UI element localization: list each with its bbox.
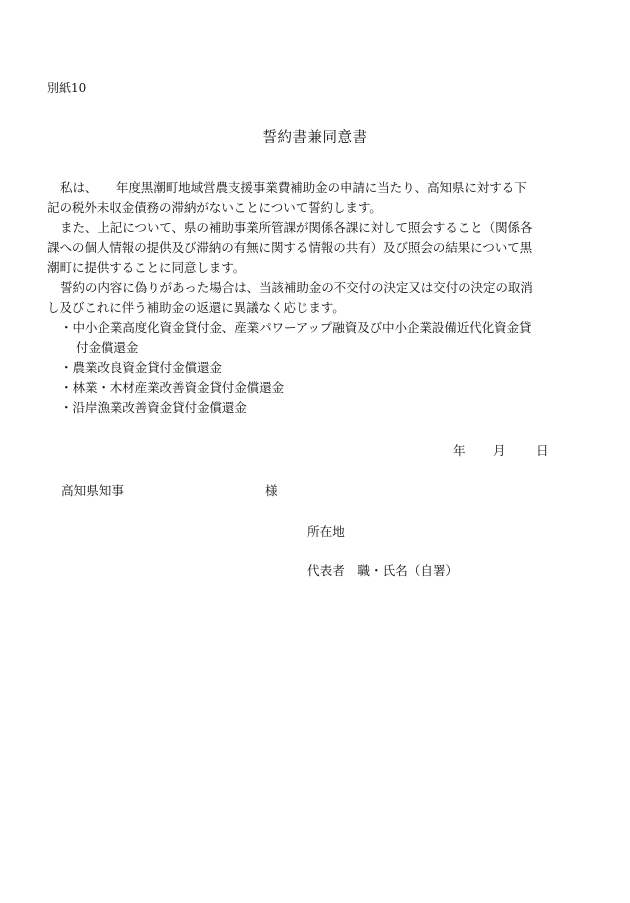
- address-label: 所在地: [307, 524, 345, 539]
- paragraph-1-line-2: 記の税外未収金債務の滞納がないことについて誓約します。: [47, 200, 382, 215]
- document-title: 誓約書兼同意書: [262, 130, 368, 146]
- honorific: 様: [265, 483, 278, 498]
- paragraph-3-line-1: 誓約の内容に偽りがあった場合は、当該補助金の不交付の決定又は交付の決定の取消: [60, 280, 533, 295]
- date-year-label: 年: [453, 443, 466, 458]
- bullet-item-1-continuation: 付金償還金: [76, 340, 139, 355]
- paragraph-2-line-1: また、上記について、県の補助事業所管課が関係各課に対して照会すること（関係各: [60, 220, 533, 235]
- attachment-label: 別紙10: [47, 81, 87, 95]
- paragraph-2-line-2: 課への個人情報の提供及び滞納の有無に関する情報の共有）及び照会の結果について黒: [47, 240, 533, 255]
- paragraph-1-line-1: 私は、 年度黒潮町地域営農支援事業費補助金の申請に当たり、高知県に対する下: [60, 180, 527, 195]
- addressee: 高知県知事: [61, 483, 124, 498]
- date-month-label: 月: [493, 443, 506, 458]
- date-day-label: 日: [536, 443, 549, 458]
- bullet-item-1: ・中小企業高度化資金貸付金、産業パワーアップ融資及び中小企業設備近代化資金貸: [60, 320, 532, 335]
- bullet-item-4: ・沿岸漁業改善資金貸付金償還金: [60, 400, 247, 415]
- bullet-item-2: ・農業改良資金貸付金償還金: [60, 360, 222, 375]
- paragraph-2-line-3: 潮町に提供することに同意します。: [47, 260, 246, 275]
- bullet-item-3: ・林業・木材産業改善資金貸付金償還金: [60, 380, 284, 395]
- representative-label: 代表者 職・氏名（自署）: [307, 563, 459, 578]
- document-body: [47, 178, 583, 418]
- paragraph-3-line-2: し及びこれに伴う補助金の返還に異議なく応じます。: [47, 300, 345, 315]
